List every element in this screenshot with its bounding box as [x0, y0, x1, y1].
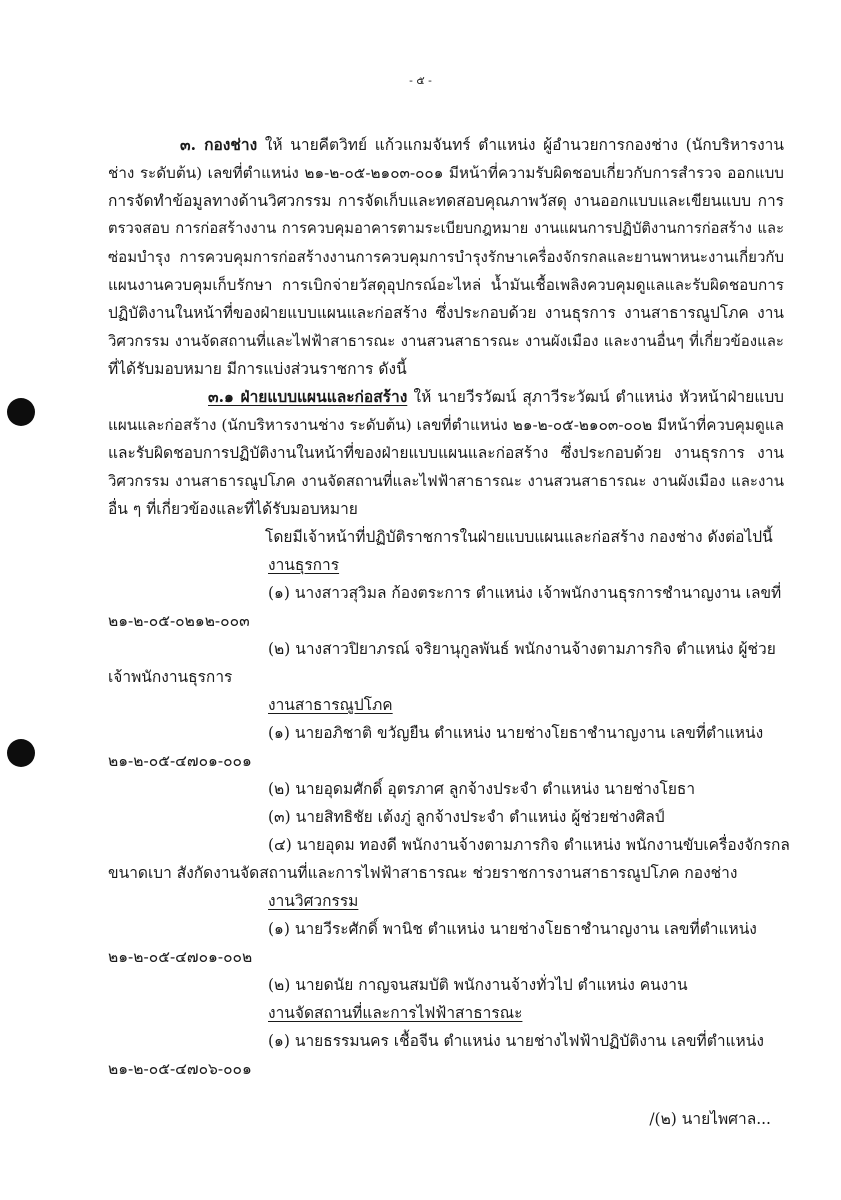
- punch-hole-top: [7, 398, 35, 426]
- utilities-person-1: (๑) นายอภิชาติ ขวัญยืน ตำแหน่ง นายช่างโยธาชำนาญงาน เลขที่ตำแหน่ง: [268, 724, 764, 742]
- punch-hole-bottom: [7, 739, 35, 767]
- engineering-person-2: (๒) นายดนัย กาญจนสมบัติ พนักงานจ้างทั่วไป ตำแหน่ง คนงาน: [268, 976, 688, 994]
- engineering-person-1: (๑) นายวีระศักดิ์ พานิช ตำแหน่ง นายช่างโยธาชำนาญงาน เลขที่ตำแหน่ง: [268, 920, 757, 938]
- sec31-line-4: วิศวกรรม งานสาธารณูปโภค งานจัดสถานที่และไฟฟ้าสาธารณะ งานสวนสาธารณะ งานผังเมือง และงาน: [108, 472, 784, 490]
- sec3-line-6: แผนงานควบคุมเก็บรักษา การเบิกจ่ายวัสดุอุปกรณ์อะไหล่ น้ำมันเชื้อเพลิงควบคุมดูแลและรับผิดชอบการ: [108, 276, 784, 294]
- sec3-line-8: วิศวกรรม งานจัดสถานที่และไฟฟ้าสาธารณะ งานสวนสาธารณะ งานผังเมือง และงานอื่นๆ ที่เกี่ยวข้องและ: [108, 332, 784, 350]
- lighting-heading: งานจัดสถานที่และการไฟฟ้าสาธารณะ: [268, 1004, 523, 1022]
- utilities-person-4-cont: ขนาดเบา สังกัดงานจัดสถานที่และการไฟฟ้าสาธารณะ ช่วยราชการงานสาธารณูปโภค กองช่าง: [108, 864, 738, 882]
- sec3-line-1: ๓. กองช่าง ให้ นายคีตวิทย์ แก้วแกมจันทร์ ตำแหน่ง ผู้อำนวยการกองช่าง (นักบริหารงาน: [180, 135, 784, 154]
- sec3-heading: ๓. กองช่าง: [180, 135, 258, 154]
- sec31-heading: ๓.๑ ฝ่ายแบบแผนและก่อสร้าง: [208, 387, 408, 406]
- engineering-heading: งานวิศวกรรม: [268, 892, 359, 910]
- continuation-note: /(๒) นายไพศาล...: [649, 1110, 771, 1128]
- admin-person-2: (๒) นางสาวปิยาภรณ์ จริยานุกูลพันธ์ พนักงานจ้างตามภารกิจ ตำแหน่ง ผู้ช่วย: [268, 640, 776, 658]
- sec3-line-9: ที่ได้รับมอบหมาย มีการแบ่งส่วนราชการ ดังนี้: [108, 360, 407, 378]
- utilities-heading: งานสาธารณูปโภค: [268, 696, 393, 714]
- sec3-line-3: การจัดทำข้อมูลทางด้านวิศวกรรม การจัดเก็บและทดสอบคุณภาพวัสดุ งานออกแบบและเขียนแบบ การ: [108, 192, 784, 210]
- lighting-person-1: (๑) นายธรรมนคร เชื้อจีน ตำแหน่ง นายช่างไฟฟ้าปฏิบัติงาน เลขที่ตำแหน่ง: [268, 1032, 764, 1050]
- sec3-line-4: ตรวจสอบ การก่อสร้างงาน การควบคุมอาคารตามระเบียบกฎหมาย งานแผนการปฏิบัติงานการก่อสร้าง และ: [108, 220, 784, 237]
- admin-person-2-cont: เจ้าพนักงานธุรการ: [108, 668, 233, 686]
- staff-intro: โดยมีเจ้าหน้าที่ปฏิบัติราชการในฝ่ายแบบแผนและก่อสร้าง กองช่าง ดังต่อไปนี้: [265, 528, 773, 546]
- sec31-line-3: และรับผิดชอบการปฏิบัติงานในหน้าที่ของฝ่ายแบบแผนและก่อสร้าง ซึ่งประกอบด้วย งานธุรการ งาน: [108, 444, 784, 462]
- sec31-line-1: ๓.๑ ฝ่ายแบบแผนและก่อสร้าง ให้ นายวีรวัฒน์ สุภาวีระวัฒน์ ตำแหน่ง หัวหน้าฝ่ายแบบ: [208, 387, 784, 406]
- engineering-person-1-number: ๒๑-๒-๐๕-๔๗๐๑-๐๐๒: [108, 948, 253, 966]
- admin-heading: งานธุรการ: [268, 556, 340, 574]
- utilities-person-4: (๔) นายอุดม ทองดี พนักงานจ้างตามภารกิจ ตำแหน่ง พนักงานขับเครื่องจักรกล: [268, 836, 790, 854]
- sec3-line-7: ปฏิบัติงานในหน้าที่ของฝ่ายแบบแผนและก่อสร้าง ซึ่งประกอบด้วย งานธุรการ งานสาธารณูปโภค งาน: [108, 304, 784, 322]
- sec3-line-5: ซ่อมบำรุง การควบคุมการก่อสร้างงานการควบคุมการบำรุงรักษาเครื่องจักรกลและยานพาหนะงานเกี่ยวกับ: [108, 248, 784, 266]
- sec3-line-2: ช่าง ระดับต้น) เลขที่ตำแหน่ง ๒๑-๒-๐๕-๒๑๐๓-๐๐๑ มีหน้าที่ความรับผิดชอบเกี่ยวกับการสำรวจ ออกแบบ: [108, 164, 784, 182]
- sec31-line-5: อื่น ๆ ที่เกี่ยวข้องและที่ได้รับมอบหมาย: [108, 500, 358, 518]
- page-number: - ๕ -: [409, 74, 432, 87]
- utilities-person-3: (๓) นายสิทธิชัย เต้งภู่ ลูกจ้างประจำ ตำแหน่ง ผู้ช่วยช่างศิลป์: [268, 808, 665, 826]
- admin-person-1-number: ๒๑-๒-๐๕-๐๒๑๒-๐๐๓: [108, 612, 250, 630]
- lighting-person-1-number: ๒๑-๒-๐๕-๔๗๐๖-๐๐๑: [108, 1060, 252, 1078]
- utilities-person-1-number: ๒๑-๒-๐๕-๔๗๐๑-๐๐๑: [108, 752, 252, 770]
- sec31-line-2: แผนและก่อสร้าง (นักบริหารงานช่าง ระดับต้น) เลขที่ตำแหน่ง ๒๑-๒-๐๕-๒๑๐๓-๐๐๒ มีหน้าที่ควบคุมดูแล: [108, 416, 784, 434]
- admin-person-1: (๑) นางสาวสุวิมล ก้องตระการ ตำแหน่ง เจ้าพนักงานธุรการชำนาญงาน เลขที่: [268, 584, 782, 602]
- utilities-person-2: (๒) นายอุดมศักดิ์ อุตรภาศ ลูกจ้างประจำ ตำแหน่ง นายช่างโยธา: [268, 780, 696, 798]
